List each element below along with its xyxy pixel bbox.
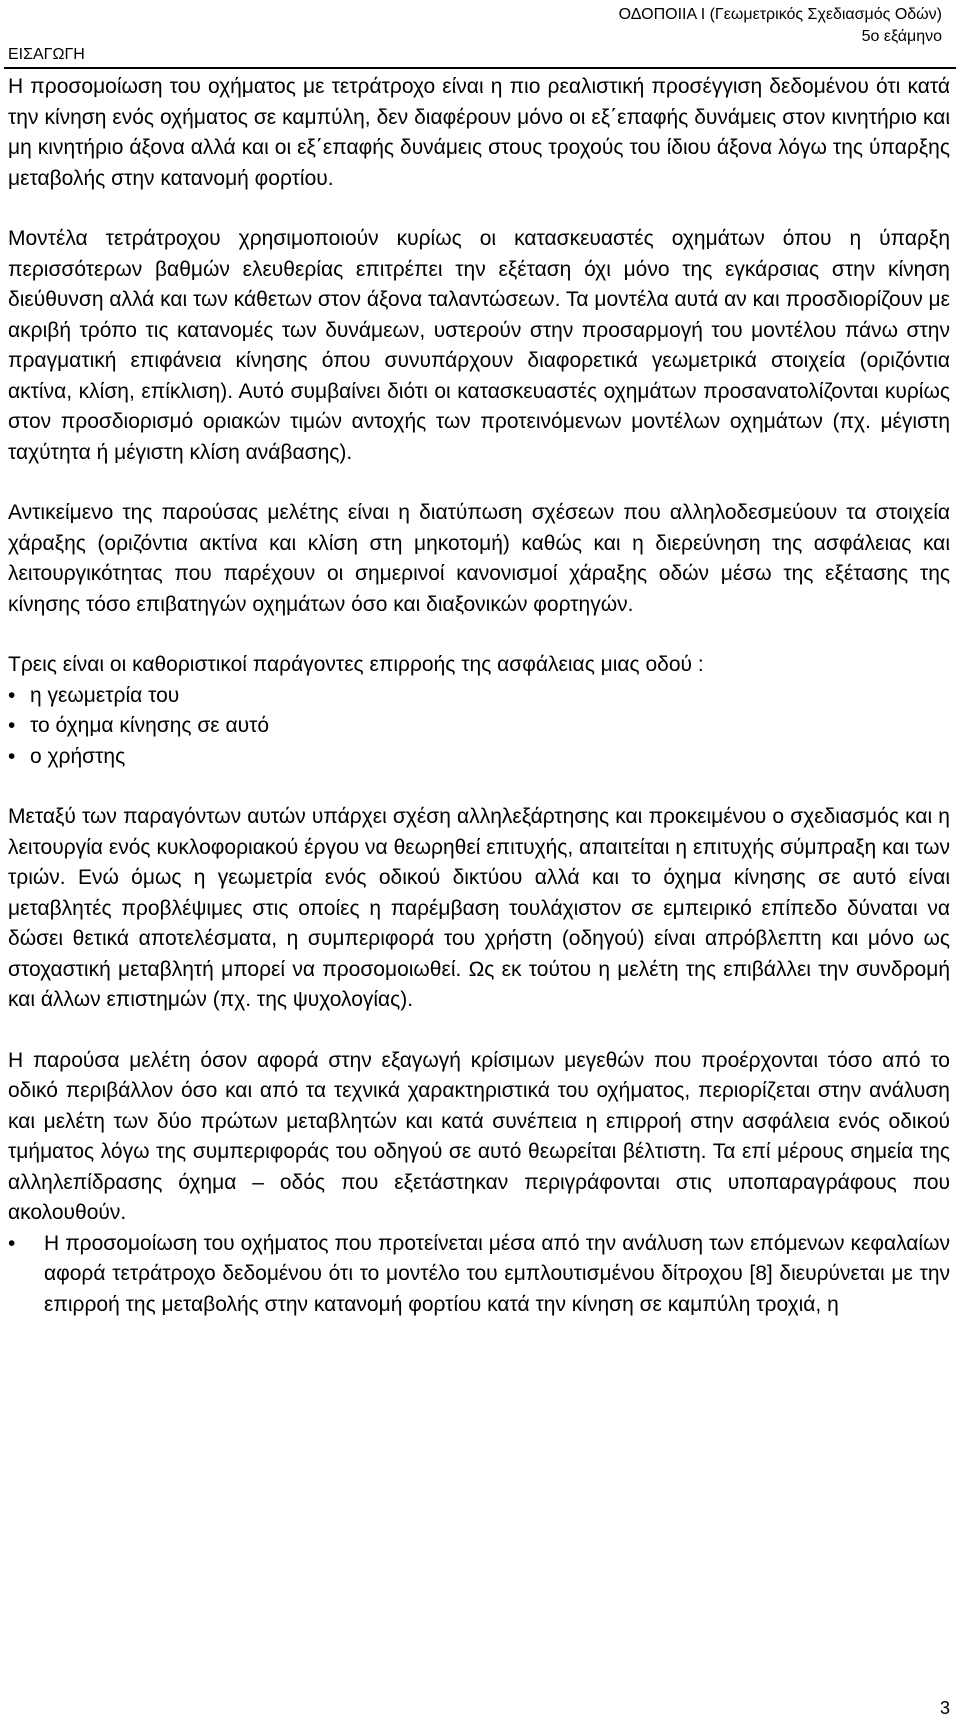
safety-factors-intro: Τρεις είναι οι καθοριστικοί παράγοντες επιρροής της ασφάλειας μιας οδού : bbox=[8, 653, 704, 676]
list-item-text: το όχημα κίνησης σε αυτό bbox=[30, 714, 270, 737]
header-divider bbox=[4, 67, 956, 69]
page-header-right bbox=[619, 4, 942, 48]
section-title: ΕΙΣΑΓΩΓΗ bbox=[8, 46, 85, 63]
page-number: 3 bbox=[939, 1698, 950, 1718]
list-item bbox=[8, 711, 950, 742]
bullet-icon: • bbox=[8, 1231, 16, 1255]
bullet-icon: • bbox=[8, 683, 16, 707]
final-bullet-item bbox=[8, 1229, 950, 1321]
document-body bbox=[8, 72, 950, 1320]
safety-factors-list bbox=[8, 681, 950, 773]
bullet-icon: • bbox=[8, 714, 16, 737]
list-item-text: ο χρήστης bbox=[30, 744, 126, 768]
paragraph-four-wheel-models: Μοντέλα τετράτροχου χρησιμοποιούν κυρίως οι κατασκευαστές οχημάτων όπου η ύπαρξη περισσότερων βαθμών ελευθερίας επιτρέπει την εξέταση όχι μόνο της εγκάρσιας στην κίνηση διεύθυνση αλλά και των κάθετων στον άξονα ταλαντώσεων. Τα μοντέλα αυτά αν και προσδιορίζουν με ακριβή τρόπο τις κατανομές των δυνάμεων, υστερούν στην προσαρμογή του μοντέλου πάνω στην πραγματική επιφάνεια κίνησης όπου συνυπάρχουν διαφορετικά γεωμετρικά στοιχεία (οριζόντια ακτίνα, κλίση, επίκλιση). Αυτό συμβαίνει διότι οι κατασκευαστές οχημάτων προσανατολίζονται κυρίως στον προσδιορισμό οριακών τιμών αντοχής των προτεινόμενων μοντέλων οχημάτων (πχ. μέγιστη ταχύτητα ή μέγιστη κλίση ανάβασης). bbox=[8, 227, 950, 464]
bullet-icon: • bbox=[8, 744, 16, 768]
final-bullet-text: Η προσομοίωση του οχήματος που προτείνεται μέσα από την ανάλυση των επόμενων κεφαλαίων αφορά τετράτροχο δεδομένου ότι το μοντέλο του εμπλουτισμένου δίτροχου [8] διευρύνεται με την επιρροή της μεταβολής στην κατανομή φορτίου κατά την κίνηση σε καμπύλη τροχιά, η bbox=[44, 1231, 950, 1316]
semester-label: 5ο εξάμηνο bbox=[861, 28, 942, 45]
list-item bbox=[8, 681, 950, 712]
safety-factors-section bbox=[8, 650, 950, 772]
paragraph-study-scope: Η παρούσα μελέτη όσον αφορά στην εξαγωγή κρίσιμων μεγεθών που προέρχονται τόσο από το οδικό περιβάλλον όσο και από τα τεχνικά χαρακτηριστικά του οχήματος, περιορίζεται στην ανάλυση και μελέτη των δύο πρώτων μεταβλητών και κατά συνέπεια η επιρροή στην ασφάλεια ενός οδικού τμήματος λόγω της συμπεριφοράς του οδηγού σε αυτό θεωρείται βέλτιστη. Τα επί μέρους σημεία της αλληλεπίδρασης όχημα – οδός που εξετάστηκαν περιγράφονται στις υποπαραγράφους που ακολουθούν. bbox=[8, 1048, 950, 1224]
paragraph-study-objective: Αντικείμενο της παρούσας μελέτης είναι η διατύπωση σχέσεων που αλληλοδεσμεύουν τα στοιχεία χάραξης (οριζόντια ακτίνα και κλίση στη μηκοτομή) καθώς και η διερεύνηση της ασφάλειας και λειτουργικότητας που παρέχουν οι σημερινοί κανονισμοί χάραξης οδών μέσω της εξέτασης της κίνησης τόσο επιβατηγών οχημάτων όσο και διαξονικών φορτηγών. bbox=[8, 501, 950, 616]
course-title: ΟΔΟΠΟΙΙΑ Ι (Γεωμετρικός Σχεδιασμός Οδών) bbox=[618, 6, 942, 23]
paragraph-vehicle-simulation: Η προσομοίωση του οχήματος με τετράτροχο είναι η πιο ρεαλιστική προσέγγιση δεδομένου ότι κατά την κίνηση ενός οχήματος σε καμπύλη, δεν διαφέρουν μόνο οι εξ΄επαφής δυνάμεις στον κινητήριο και μη κινητήριο άξονα αλλά και οι εξ΄επαφής δυνάμεις στους τροχούς του ίδιου άξονα λόγω της ύπαρξης μεταβολής στην κατανομή φορτίου. bbox=[8, 75, 950, 190]
paragraph-factor-interdependence: Μεταξύ των παραγόντων αυτών υπάρχει σχέση αλληλεξάρτησης και προκειμένου ο σχεδιασμός και η λειτουργία ενός κυκλοφοριακού έργου να θεωρηθεί επιτυχής, απαιτείται η επιτυχής σύμπραξη και των τριών. Ενώ όμως η γεωμετρία ενός οδικού δικτύου αλλά και το όχημα κίνησης σε αυτό είναι μεταβλητές προβλέψιμες στις οποίες η παρέμβαση τουλάχιστον σε εμπειρικό επίπεδο δύναται να δώσει θετικά αποτελέσματα, η συμπεριφορά του χρήστη (οδηγού) είναι απρόβλεπτη και μόνο ως στοχαστική μεταβλητή μπορεί να προσομοιωθεί. Ως εκ τούτου η μελέτη της επιβάλλει την συνδρομή και άλλων επιστημών (πχ. της ψυχολογίας). bbox=[8, 805, 950, 1011]
list-item-text: η γεωμετρία του bbox=[30, 683, 180, 707]
list-item bbox=[8, 742, 950, 773]
